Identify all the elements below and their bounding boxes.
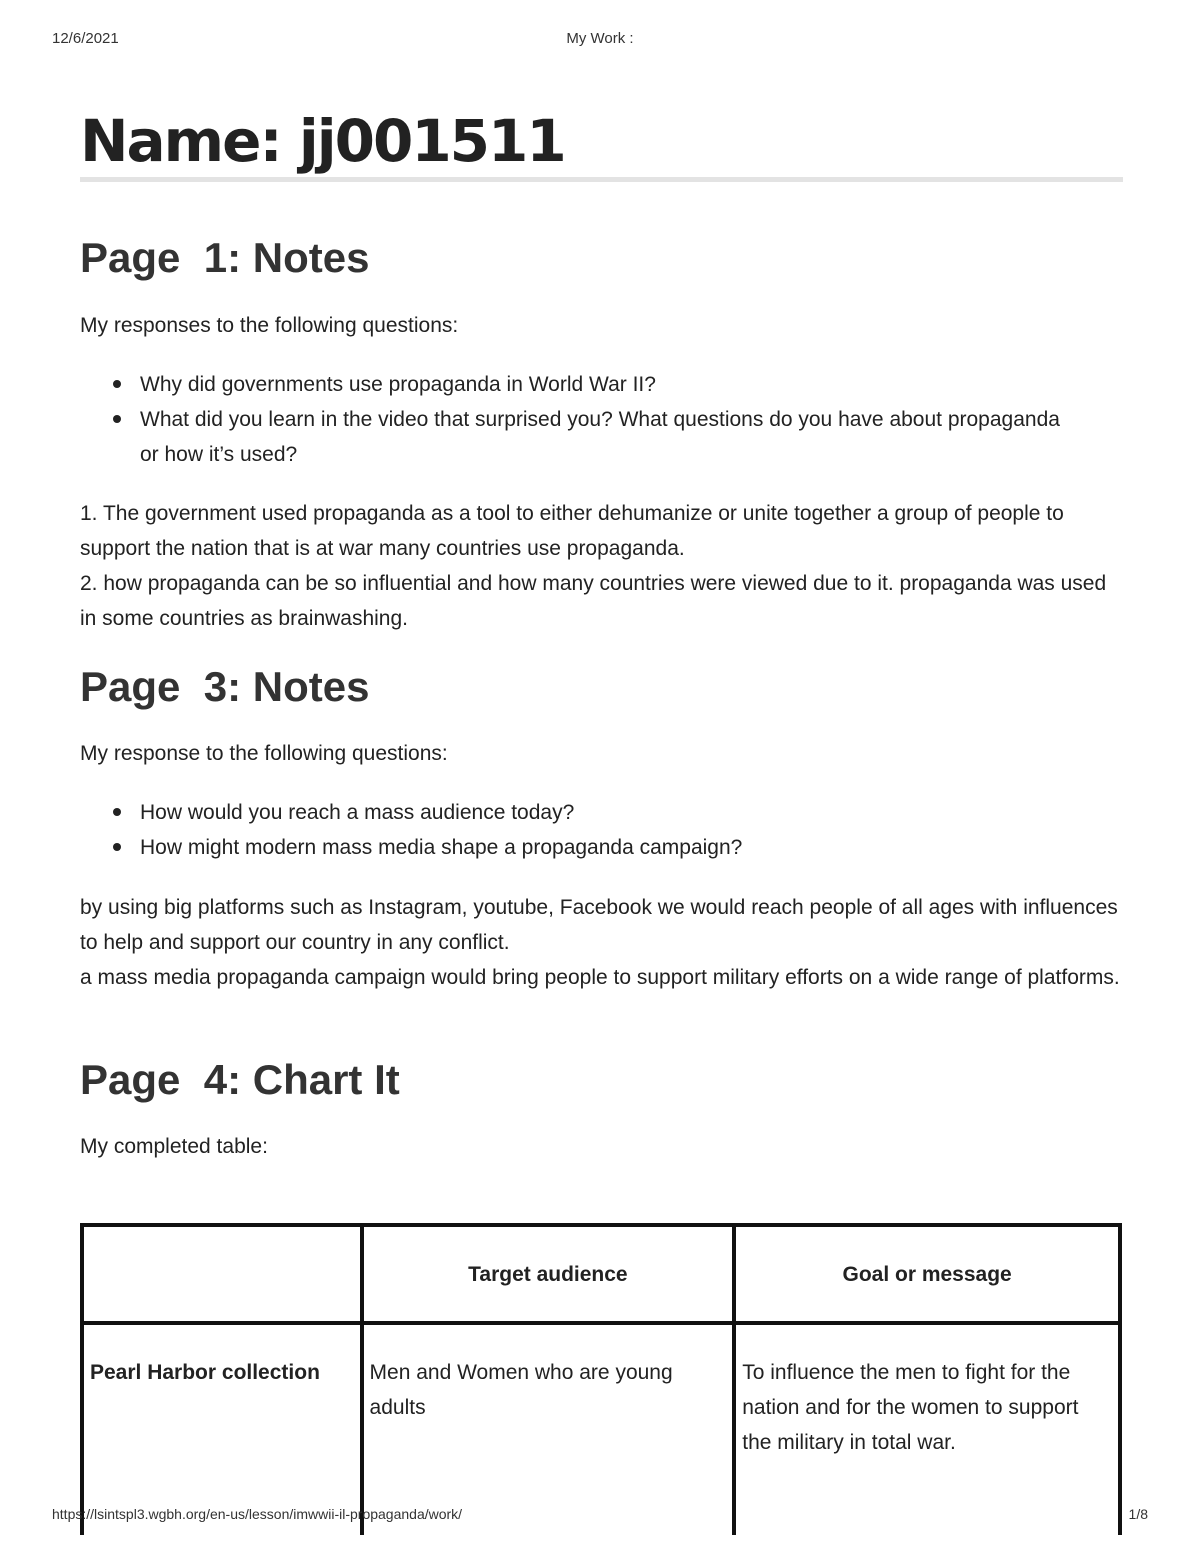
page4-heading: Page 4: Chart It [80,1056,400,1103]
row-label-cell: Pearl Harbor collection [82,1323,362,1535]
answer-text: 1. The government used propaganda as a tool to either dehumanize or unite together a group of people to support the nation that is at war many countries use propaganda. [80,502,1064,560]
question-text: What did you learn in the video that surprised you? What questions do you have about propaganda or how it’s used? [140,408,1060,466]
print-footer [52,1506,1148,1526]
page1-questions [80,367,1123,472]
question-text: How might modern mass media shape a propaganda campaign? [140,836,743,859]
page3-questions [80,795,1123,865]
audience-cell: Men and Women who are young adults [362,1323,735,1535]
answer-text: a mass media propaganda campaign would bring people to support military efforts on a wide range of platforms. [80,966,1120,989]
page1-intro: My responses to the following questions: [80,314,459,337]
question-item [80,830,1123,865]
bullet-icon [113,415,121,423]
page4-intro: My completed table: [80,1135,268,1158]
page3-answers [80,890,1123,995]
page3-heading: Page 3: Notes [80,663,370,710]
name-heading: Name: jj001511 [80,107,565,175]
print-date: 12/6/2021 [52,30,119,47]
question-text: Why did governments use propaganda in World War II? [140,373,656,396]
heading-divider [80,177,1123,182]
table-header-cell: Target audience [362,1225,735,1323]
page1-heading: Page 1: Notes [80,234,370,281]
question-item [80,367,1123,402]
print-url: https://lsintspl3.wgbh.org/en-us/lesson/imwwii-il-propaganda/work/ [52,1506,463,1522]
print-header [52,30,1148,50]
page-number: 1/8 [1128,1506,1148,1522]
page1-answers [80,496,1123,636]
table-header-cell [82,1225,362,1323]
goal-cell: To influence the men to fight for the nation and for the women to support the military in total war. [734,1323,1120,1535]
bullet-icon [113,380,121,388]
question-item [80,795,1123,830]
table-header-row [82,1225,1120,1323]
question-item [80,402,1123,472]
answer-text: 2. how propaganda can be so influential and how many countries were viewed due to it. propaganda was used in some countries as brainwashing. [80,572,1107,630]
page3-intro: My response to the following questions: [80,742,448,765]
chart-it-table [80,1223,1122,1535]
answer-text: by using big platforms such as Instagram, youtube, Facebook we would reach people of all ages with influences to help and support our country in any conflict. [80,896,1118,954]
table-header-cell: Goal or message [734,1225,1120,1323]
table-row [82,1323,1120,1535]
print-title: My Work : [566,30,634,47]
question-text: How would you reach a mass audience today? [140,801,575,824]
bullet-icon [113,843,121,851]
bullet-icon [113,808,121,816]
